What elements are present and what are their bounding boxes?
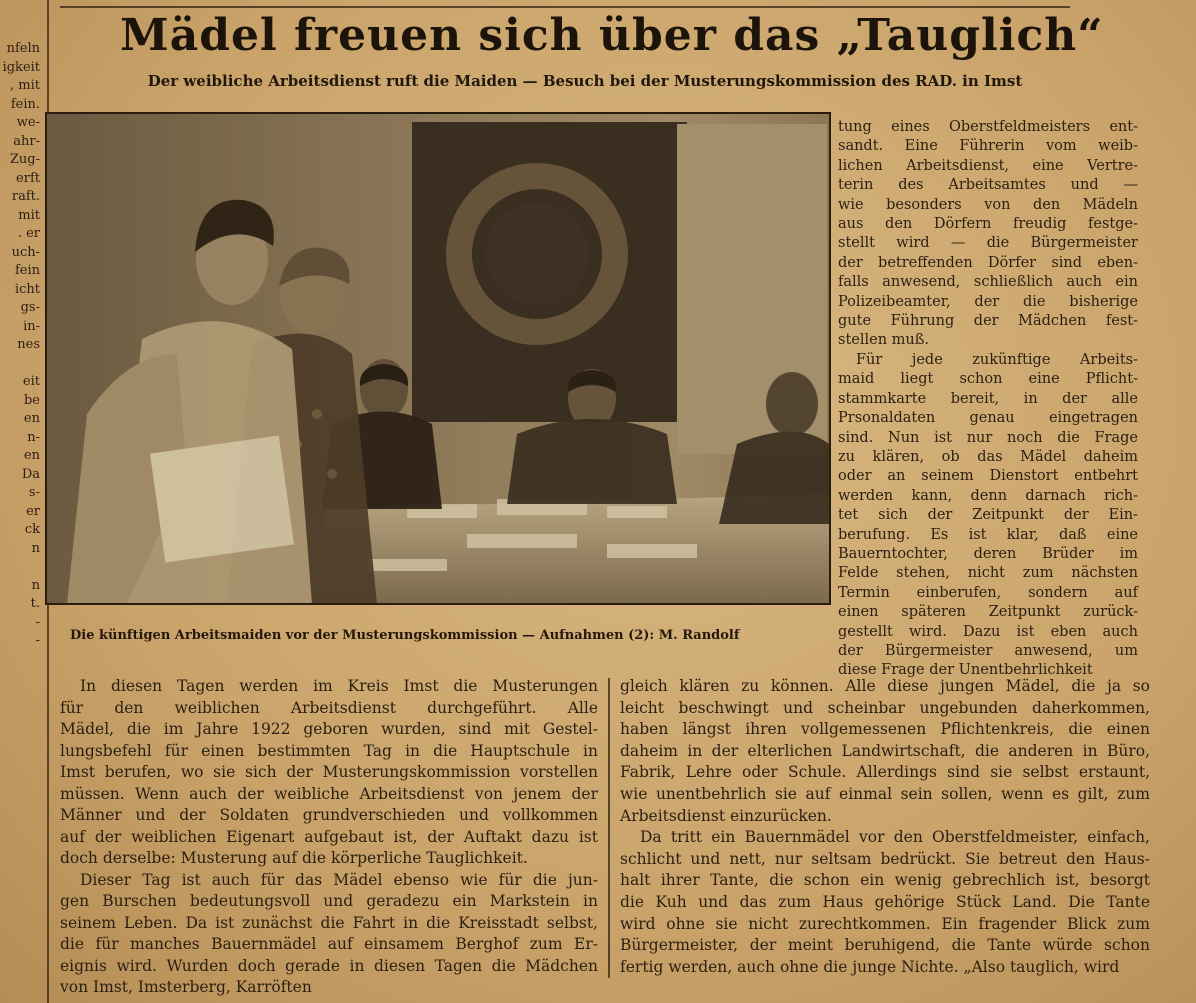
left-fragment: nfeln bbox=[6, 41, 40, 56]
left-partial-column bbox=[0, 40, 40, 651]
subheadline: Der weibliche Arbeitsdienst ruft die Maiden — Besuch bei der Musterungskommission des RAD. in Imst bbox=[147, 72, 1023, 90]
left-fragment: igkeit bbox=[2, 59, 40, 75]
left-fragment: mit bbox=[18, 207, 40, 223]
text-line: Termin einberufen, sondern auf bbox=[838, 584, 1138, 601]
left-fragment: uch- bbox=[11, 244, 40, 260]
article-body-right bbox=[620, 676, 1150, 978]
text-line: berufung. Es ist klar, daß eine bbox=[838, 526, 1138, 543]
left-fragment: fein bbox=[14, 263, 40, 278]
text-line: terin des Arbeitsamtes und — bbox=[838, 177, 1138, 194]
text-line: falls anwesend, schließlich auch ein bbox=[838, 274, 1138, 291]
left-fragment: raft. bbox=[11, 189, 40, 204]
text-line: haben längst ihren vollgemessenen Pflichtenkreis, die einen bbox=[620, 720, 1150, 739]
left-fragment: eit bbox=[22, 374, 40, 389]
left-fragment: Zug- bbox=[9, 152, 40, 167]
text-line: lichen Arbeitsdienst, eine Vertre- bbox=[838, 157, 1138, 174]
text-line: Da tritt ein Bauernmädel vor den Oberstfeldmeister, einfach, bbox=[640, 828, 1150, 847]
text-line: Männer und der Soldaten grundverschieden und vollkommen bbox=[60, 806, 598, 824]
text-line: halt ihrer Tante, die schon ein wenig gebrechlich ist, besorgt bbox=[620, 871, 1150, 890]
text-line: gute Führung der Mädchen fest- bbox=[838, 313, 1138, 330]
left-fragment: ck bbox=[24, 522, 40, 537]
left-fragment: Da bbox=[21, 466, 40, 482]
text-line: maid liegt schon eine Pflicht- bbox=[838, 371, 1138, 388]
text-line: von Imst, Imsterberg, Karröften bbox=[60, 978, 312, 996]
text-line: stellt wird — die Bürgermeister bbox=[838, 235, 1138, 252]
left-fragment: erft bbox=[16, 170, 40, 186]
text-line: oder an seinem Dienstort entbehrt bbox=[838, 468, 1138, 485]
text-line: lungsbefehl für einen bestimmten Tag in die Hauptschule in bbox=[60, 741, 598, 760]
text-line: seinem Leben. Da ist zunächst die Fahrt in die Kreisstadt selbst, bbox=[60, 913, 598, 932]
text-line: Arbeitsdienst einzurücken. bbox=[620, 806, 832, 825]
left-fragment: - bbox=[35, 614, 40, 630]
left-fragment: s- bbox=[28, 485, 40, 500]
text-line: Polizeibeamter, der die bisherige bbox=[838, 293, 1138, 310]
text-line: leicht beschwingt und scheinbar ungebunden daherkommen, bbox=[620, 698, 1150, 717]
left-fragment: er bbox=[26, 503, 40, 519]
text-line: sind. Nun ist nur noch die Frage bbox=[838, 429, 1138, 446]
text-line: diese Frage der Unentbehrlichkeit bbox=[838, 662, 1093, 679]
text-line: wie besonders von den Mädeln bbox=[838, 196, 1138, 213]
left-fragment: . er bbox=[17, 226, 40, 241]
left-fragment: be bbox=[23, 392, 40, 408]
left-fragment: gs- bbox=[20, 300, 40, 315]
headline: Mädel freuen sich über das „Tauglich“ bbox=[120, 10, 1104, 61]
text-line: wird ohne sie nicht zurechtkommen. Ein fragender Blick zum bbox=[620, 914, 1150, 933]
text-line: werden kann, denn darnach rich- bbox=[838, 487, 1138, 504]
top-rule bbox=[60, 6, 1070, 8]
text-line: Dieser Tag ist auch für das Mädel ebenso wie für die jun- bbox=[80, 870, 598, 889]
text-line: sandt. Eine Führerin vom weib- bbox=[838, 138, 1138, 155]
text-line: Bauerntochter, deren Brüder im bbox=[838, 545, 1138, 562]
column-rule-middle bbox=[608, 678, 610, 978]
text-line: tung eines Oberstfeldmeisters ent- bbox=[838, 119, 1138, 135]
left-fragment: icht bbox=[14, 281, 40, 297]
news-photo bbox=[45, 112, 831, 605]
text-line: aus den Dörfern freudig festge- bbox=[838, 216, 1138, 233]
text-line: Imst berufen, wo sie sich der Musterungskommission vorstellen bbox=[60, 763, 598, 781]
text-line: doch derselbe: Musterung auf die körperliche Tauglichkeit. bbox=[60, 849, 528, 867]
text-line: Felde stehen, nicht zum nächsten bbox=[838, 565, 1138, 582]
text-line: stammkarte bereit, in der alle bbox=[838, 390, 1138, 407]
article-body-left bbox=[60, 676, 598, 999]
text-line: die Kuh und das zum Haus gehörige Stück Land. Die Tante bbox=[620, 892, 1150, 911]
text-line: In diesen Tagen werden im Kreis Imst die Musterungen bbox=[80, 677, 598, 695]
text-line: schlicht und nett, nur seltsam bedrückt. Sie betreut den Haus- bbox=[620, 849, 1150, 868]
text-line: gleich klären zu können. Alle diese jungen Mädel, die ja so bbox=[620, 677, 1150, 695]
text-line: der Bürgermeister anwesend, um bbox=[838, 642, 1138, 659]
photo-illustration bbox=[47, 114, 829, 603]
text-line: Mädel, die im Jahre 1922 geboren wurden, sind mit Gestel- bbox=[60, 720, 598, 738]
photo-caption: Die künftigen Arbeitsmaiden vor der Musterungskommission — Aufnahmen (2): M. Randolf bbox=[70, 628, 740, 643]
text-line: gestellt wird. Dazu ist eben auch bbox=[838, 623, 1138, 640]
left-fragment: , mit bbox=[10, 78, 40, 93]
left-fragment: n- bbox=[27, 429, 40, 445]
left-fragment: nes bbox=[17, 337, 40, 352]
right-column-text bbox=[838, 118, 1138, 681]
left-fragment: t. bbox=[30, 596, 40, 611]
text-line: auf der weiblichen Eigenart aufgebaut ist, der Auftakt dazu ist bbox=[60, 827, 598, 846]
left-fragment: we- bbox=[16, 115, 40, 130]
left-fragment: in- bbox=[23, 318, 40, 334]
text-line: müssen. Wenn auch der weibliche Arbeitsdienst von jenem der bbox=[60, 784, 598, 803]
text-line: fertig werden, auch ohne die junge Nichte. „Also tauglich, wird bbox=[620, 957, 1120, 976]
left-fragment: - bbox=[35, 633, 40, 648]
text-line: stellen muß. bbox=[838, 332, 930, 349]
left-fragment: ahr- bbox=[13, 133, 40, 149]
text-line: Bürgermeister, der meint beruhigend, die Tante würde schon bbox=[620, 936, 1150, 955]
text-line: wie unentbehrlich sie auf einmal sein sollen, wenn es gilt, zum bbox=[620, 784, 1150, 803]
text-line: daheim in der elterlichen Landwirtschaft, die anderen in Büro, bbox=[620, 741, 1150, 760]
text-line: Fabrik, Lehre oder Schule. Allerdings sind sie selbst erstaunt, bbox=[620, 763, 1150, 782]
left-fragment: fein. bbox=[10, 96, 40, 112]
left-fragment bbox=[0, 558, 40, 577]
left-fragment: n bbox=[31, 577, 40, 593]
left-fragment: en bbox=[23, 411, 40, 426]
left-fragment bbox=[0, 355, 40, 374]
left-fragment: en bbox=[23, 448, 40, 463]
left-fragment: n bbox=[31, 540, 40, 556]
text-line: Für jede zukünftige Arbeits- bbox=[856, 351, 1138, 368]
text-line: gen Burschen bedeutungsvoll und geradezu ein Markstein in bbox=[60, 892, 598, 910]
text-line: eignis wird. Wurden doch gerade in diesen Tagen die Mädchen bbox=[60, 956, 598, 975]
text-line: einen späteren Zeitpunkt zurück- bbox=[838, 604, 1138, 621]
text-line: zu klären, ob das Mädel daheim bbox=[838, 448, 1138, 465]
text-line: tet sich der Zeitpunkt der Ein- bbox=[838, 507, 1138, 524]
text-line: für den weiblichen Arbeitsdienst durchgeführt. Alle bbox=[60, 698, 598, 717]
text-line: Prsonaldaten genau eingetragen bbox=[838, 410, 1138, 427]
text-line: die für manches Bauernmädel auf einsamem Berghof zum Er- bbox=[60, 935, 598, 953]
text-line: der betreffenden Dörfer sind eben- bbox=[838, 254, 1138, 271]
